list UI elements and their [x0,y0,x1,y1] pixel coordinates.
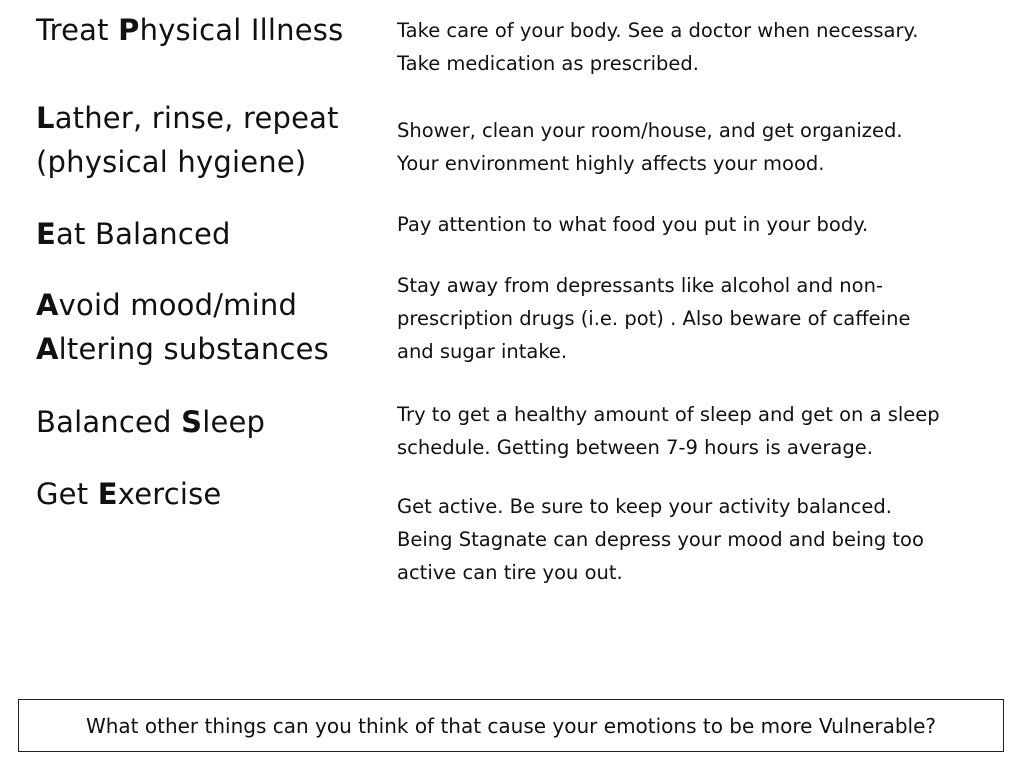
desc-line: Your environment highly affects your mood. [397,152,825,175]
desc-line: Try to get a healthy amount of sleep and get on a sleep [397,403,940,426]
desc-avoid-mood-altering [397,269,1012,368]
desc-line: Shower, clean your room/house, and get organized. [397,119,903,142]
desc-line: Take medication as prescribed. [397,52,699,75]
term-balanced-sleep [36,400,366,444]
desc-line: and sugar intake. [397,340,568,363]
term-avoid-mood-altering [36,283,366,371]
term-line: Treat Physical Illness [36,13,344,47]
desc-line: active can tire you out. [397,561,623,584]
reflection-prompt-box [18,699,1004,752]
desc-line: Stay away from depressants like alcohol and non- [397,274,883,297]
term-line: Eat Balanced [36,217,231,251]
term-line: (physical hygiene) [36,145,307,179]
desc-line: Take care of your body. See a doctor when necessary. [397,19,919,42]
desc-get-exercise [397,490,1012,589]
term-lather-rinse-repeat [36,96,366,184]
desc-treat-physical-illness [397,14,1012,80]
term-treat-physical-illness [36,8,366,52]
term-line: Get Exercise [36,477,222,511]
desc-line: Being Stagnate can depress your mood and being too [397,528,924,551]
term-eat-balanced [36,212,366,256]
desc-eat-balanced [397,208,1012,241]
desc-lather-rinse-repeat [397,114,1012,180]
term-line: Balanced Sleep [36,405,266,439]
term-get-exercise [36,472,366,516]
term-line: Avoid mood/mind [36,288,298,322]
desc-line: Pay attention to what food you put in your body. [397,213,869,236]
desc-line: prescription drugs (i.e. pot) . Also beware of caffeine [397,307,911,330]
term-line: Altering substances [36,332,329,366]
desc-line: schedule. Getting between 7-9 hours is average. [397,436,873,459]
term-line: Lather, rinse, repeat [36,101,339,135]
reflection-prompt-text: What other things can you think of that cause your emotions to be more Vulnerable? [85,713,937,738]
desc-balanced-sleep [397,398,1012,464]
desc-line: Get active. Be sure to keep your activity balanced. [397,495,892,518]
